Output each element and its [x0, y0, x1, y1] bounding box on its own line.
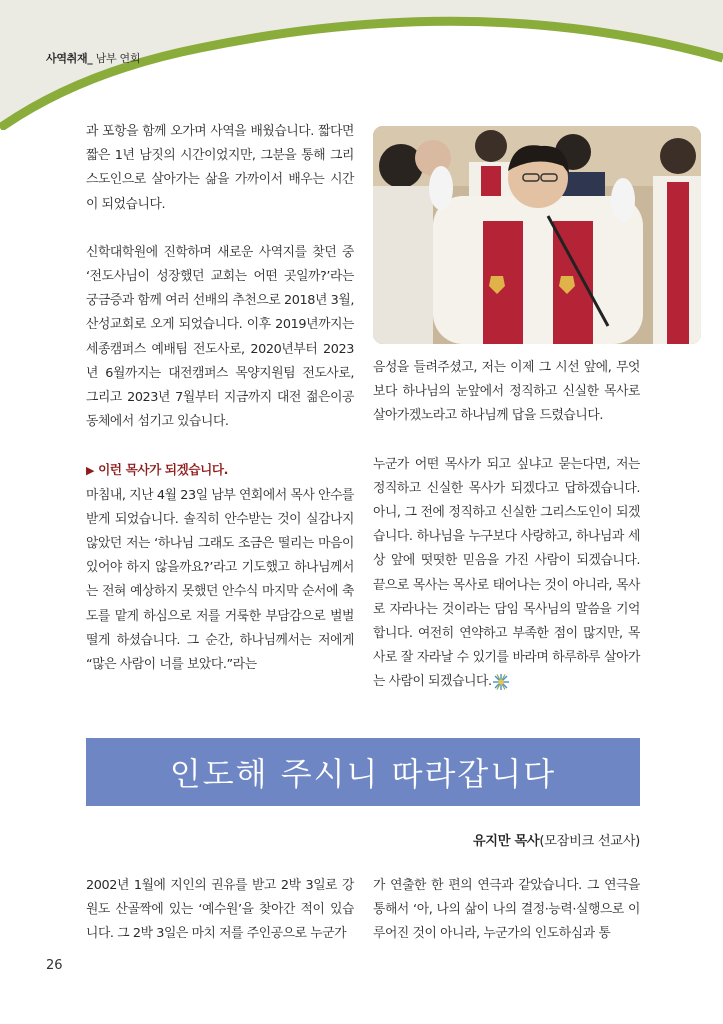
- ordination-photo: [373, 126, 701, 344]
- paragraph: 2002년 1월에 지인의 권유를 받고 2박 3일로 강원도 산골짝에 있는 ‘예수원’을 찾아간 적이 있습니다. 그 2박 3일은 마치 저를 주인공으로 누군가: [86, 878, 354, 942]
- paragraph: 과 포항을 함께 오가며 사역을 배웠습니다. 짧다면 짧은 1년 남짓의 시간이었지만, 그분을 통해 그리스도인으로 살아가는 삶을 가까이서 배우는 시간이 되었습니다.: [86, 124, 354, 212]
- paragraph: 음성을 들려주셨고, 저는 이제 그 시선 앞에, 무엇보다 하나님의 눈앞에서 정직하고 신실한 목사로 살아가겠노라고 하나님께 답을 드렸습니다.: [373, 360, 640, 424]
- article-right-column: [373, 356, 640, 695]
- flower-ornament-icon: [492, 673, 510, 691]
- article2-right-column: [373, 874, 640, 947]
- author-byline: 유지만 목사(모잠비크 선교사): [472, 834, 640, 849]
- page-number: 26: [46, 958, 63, 973]
- triangle-bullet-icon: ▶: [86, 464, 95, 478]
- subheading: ▶ 이런 목사가 되겠습니다.: [86, 462, 229, 478]
- paragraph: 신학대학원에 진학하며 새로운 사역지를 찾던 중 ‘전도사님이 성장했던 교회는 어떤 곳일까?’라는 궁금증과 함께 여러 선배의 추천으로 2018년 3월, 산성교회로 오게 되었습니다. 이후 2019년까지는 세종캠퍼스 예배팀 전도사로, 2020년부터 2023년 6월까지는 대전캠퍼스 목양지원팀 전도사로, 그리고 2023년 7월부터 지금까지 대전 젊은이공동체에서 섬기고 있습니다.: [86, 244, 354, 430]
- article2-left-column: [86, 874, 354, 947]
- paragraph: 가 연출한 한 편의 연극과 같았습니다. 그 연극을 통해서 ‘아, 나의 삶이 나의 결정·능력·실행으로 이루어진 것이 아니라, 누군가의 인도하심과 통: [373, 878, 640, 942]
- article-left-column: [86, 120, 354, 677]
- article-title: 인도해 주시니 따라갑니다: [169, 755, 557, 793]
- paragraph: 마침내, 지난 4월 23일 남부 연회에서 목사 안수를 받게 되었습니다. 솔직히 안수받는 것이 실감나지 않았던 저는 ‘하나님 그래도 조금은 떨리는 마음이 있어야 하지 않을까요?’라고 기도했고 하나님께서는 전혀 예상하지 못했던 안수식 마지막 순서에 축도를 맡게 하심으로 저를 거룩한 부담감으로 벌벌 떨게 하셨습니다. 그 순간, 하나님께서는 저에게 “많은 사람이 너를 보았다.”라는: [86, 487, 354, 673]
- paragraph: 누군가 어떤 목사가 되고 싶냐고 묻는다면, 저는 정직하고 신실한 목사가 되겠다고 답하겠습니다. 아니, 그 전에 정직하고 신실한 그리스도인이 되겠습니다. 하나님을 누구보다 사랑하고, 하나님과 세상 앞에 떳떳한 믿음을 가진 사람이 되겠습니다. 끝으로 목사는 목사로 태어나는 것이 아니라, 목사로 자라나는 것이라는 담임 목사님의 말씀을 기억합니다. 여전히 연약하고 부족한 점이 많지만, 목사로 잘 자라날 수 있기를 바라며 하루하루 살아가는 사람이 되겠습니다.: [373, 456, 640, 690]
- article-title-banner: [86, 738, 640, 806]
- section-label: 사역취재_ 남부 연회: [46, 52, 141, 65]
